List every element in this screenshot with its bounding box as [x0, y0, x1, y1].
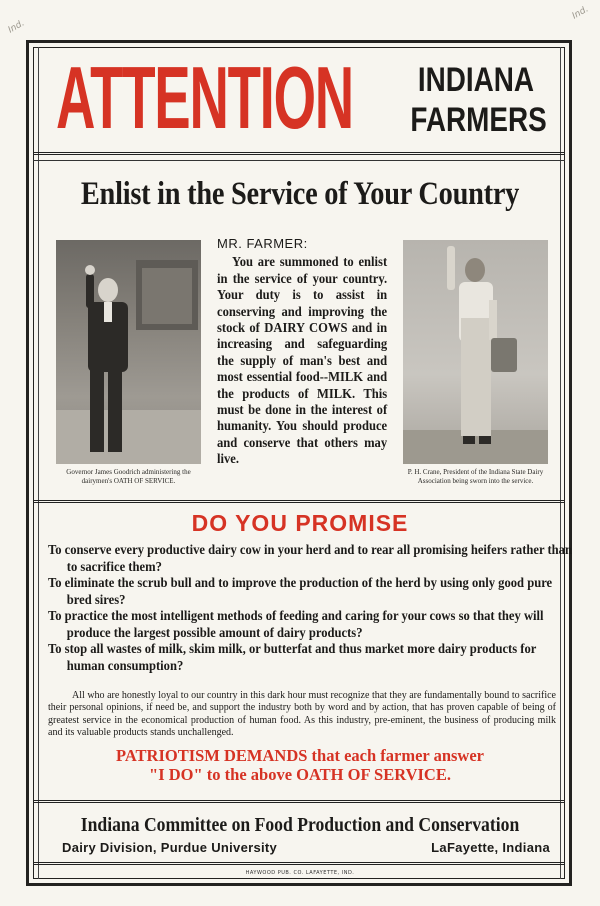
- promise-list: [48, 542, 572, 674]
- footer-rule: [33, 800, 565, 806]
- appeal-text: [217, 236, 387, 468]
- margin-note-left: Ind.: [6, 18, 27, 36]
- promise-item: To practice the most intelligent methods of feeding and caring for your cows so that they will produce the largest possible amount of dairy products?: [48, 608, 544, 640]
- governor-caption: Governor James Goodrich administering the dairymen's OATH OF SERVICE.: [66, 468, 191, 485]
- salutation: MR. FARMER:: [217, 236, 308, 251]
- middle-rule: [33, 500, 565, 506]
- farmer-figure-icon: [403, 240, 548, 464]
- promise-item: To stop all wastes of milk, skim milk, or butterfat and thus market more dairy products for human consumption?: [48, 641, 537, 673]
- indiana-line: INDIANA: [417, 61, 535, 99]
- bottom-rule: [33, 862, 565, 868]
- division-name: Dairy Division, Purdue University: [62, 840, 278, 855]
- governor-figure-icon: [56, 240, 201, 464]
- header-rule-thin: [33, 160, 565, 161]
- indiana-farmers-heading: [396, 60, 556, 140]
- governor-photo: [56, 240, 201, 464]
- appeal-body: You are summoned to enlist in the service of your country. Your duty is to assist in conserving and improving the stock of DAIRY COWS and in increasing and safeguarding the supply of man's best and most essential food--MILK and the products of MILK. This must be done in the interest of humanity. You should produce and conserve that others may live.: [217, 254, 388, 467]
- loyalty-text: All who are honestly loyal to our country in this dark hour must recognize that they are fundamentally bound to sacrifice their personal opinions, if need be, and support the industry both by word and by action, that has proven capable of being of greatest service in the economical production of human food. As this industry, pre-eminent, the business of producing milk and its valuable products stands unchallenged.: [48, 690, 556, 739]
- printer-mark: HAYWOOD PUB. CO. LAFAYETTE, IND.: [245, 870, 355, 876]
- right-rule: [560, 47, 561, 879]
- crane-caption: P. H. Crane, President of the Indiana State Dairy Association being sworn into the service.: [407, 468, 544, 485]
- margin-note-right: Ind.: [570, 4, 591, 22]
- promise-heading: DO YOU PROMISE: [191, 510, 409, 536]
- patriotism-line-1: PATRIOTISM DEMANDS that each farmer answer: [115, 746, 484, 765]
- header-rule: [33, 152, 565, 158]
- promise-item: To eliminate the scrub bull and to improve the production of the herd by using only good pure bred sires?: [48, 575, 553, 607]
- loyalty-paragraph: [48, 690, 556, 740]
- attention-headline: ATTENTION: [56, 48, 353, 147]
- enlist-heading: Enlist in the Service of Your Country: [80, 176, 520, 212]
- patriotism-line-2: "I DO" to the above OATH OF SERVICE.: [149, 765, 451, 784]
- city-name: LaFayette, Indiana: [431, 840, 550, 855]
- patriotism-statement: [40, 746, 560, 784]
- committee-name: Indiana Committee on Food Production and Conservation: [80, 814, 520, 836]
- farmers-line: FARMERS: [410, 101, 547, 139]
- crane-photo: [403, 240, 548, 464]
- left-rule: [38, 47, 39, 879]
- promise-item: To conserve every productive dairy cow in your herd and to rear all promising heifers rather than to sacrifice them?: [48, 542, 572, 574]
